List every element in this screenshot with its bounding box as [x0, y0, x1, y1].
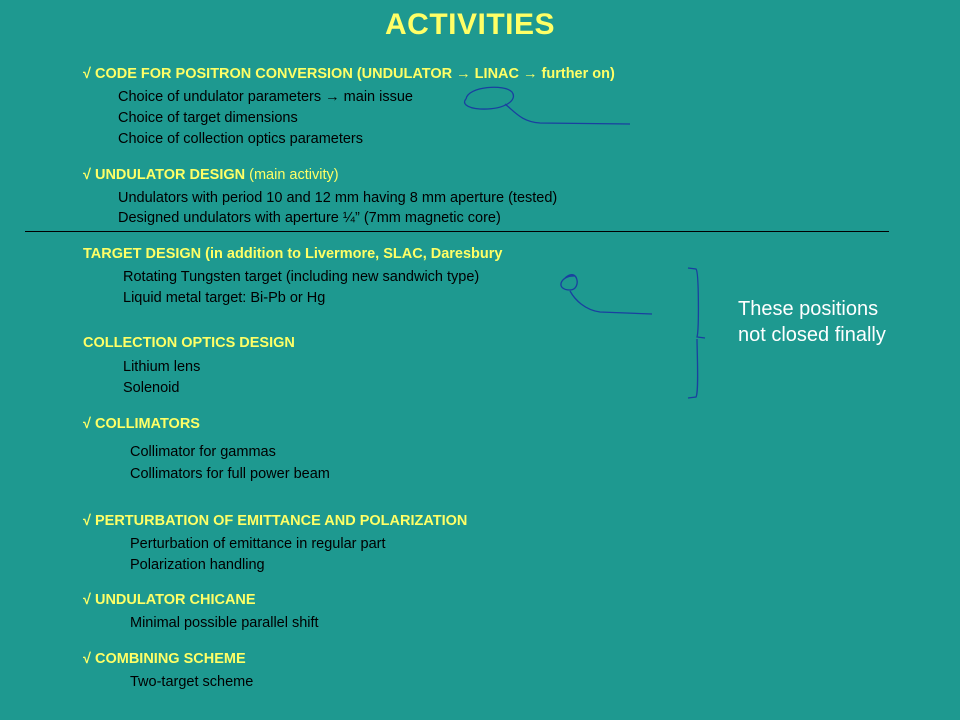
list-item: Two-target scheme	[130, 674, 254, 690]
list-item: Solenoid	[123, 380, 180, 396]
list-item: Choice of target dimensions	[118, 110, 298, 126]
list-item: Collimators for full power beam	[130, 466, 330, 482]
section-heading-combining-scheme: √ COMBINING SCHEME	[83, 651, 246, 667]
section-heading-positron-code: √ CODE FOR POSITRON CONVERSION (UNDULATOR → LINAC → further on)	[83, 66, 615, 82]
circle-annotation	[561, 275, 577, 290]
list-item: Perturbation of emittance in regular part	[130, 536, 386, 552]
heading-text: √ UNDULATOR DESIGN	[83, 167, 246, 183]
section-heading-target-design: TARGET DESIGN (in addition to Livermore, SLAC, Daresbury	[83, 246, 503, 262]
list-item: Liquid metal target: Bi-Pb or Hg	[123, 290, 326, 306]
list-item: Minimal possible parallel shift	[130, 615, 319, 631]
list-item: Polarization handling	[130, 557, 265, 573]
bracket-annotation	[688, 268, 705, 398]
section-heading-collection-optics: COLLECTION OPTICS DESIGN	[83, 335, 295, 351]
section-heading-collimators: √ COLLIMATORS	[83, 416, 200, 432]
section-heading-undulator-chicane: √ UNDULATOR CHICANE	[83, 592, 256, 608]
list-item: Choice of collection optics parameters	[118, 131, 364, 147]
list-item: Designed undulators with aperture ¼” (7mm magnetic core)	[118, 210, 501, 226]
circle-annotation	[465, 87, 514, 109]
connector-line	[570, 291, 652, 314]
side-note: These positions not closed finally	[738, 298, 886, 346]
heading-note: (main activity)	[245, 167, 339, 183]
list-item: Choice of undulator parameters → main issue	[118, 89, 413, 105]
list-item: Rotating Tungsten target (including new sandwich type)	[123, 269, 480, 285]
page-title: ACTIVITIES	[385, 8, 556, 41]
list-item: Collimator for gammas	[130, 444, 276, 460]
list-item: Undulators with period 10 and 12 mm having 8 mm aperture (tested)	[118, 190, 558, 206]
section-heading-perturbation: √ PERTURBATION OF EMITTANCE AND POLARIZATION	[83, 513, 468, 529]
list-item: Lithium lens	[123, 359, 201, 375]
connector-line	[505, 104, 630, 124]
